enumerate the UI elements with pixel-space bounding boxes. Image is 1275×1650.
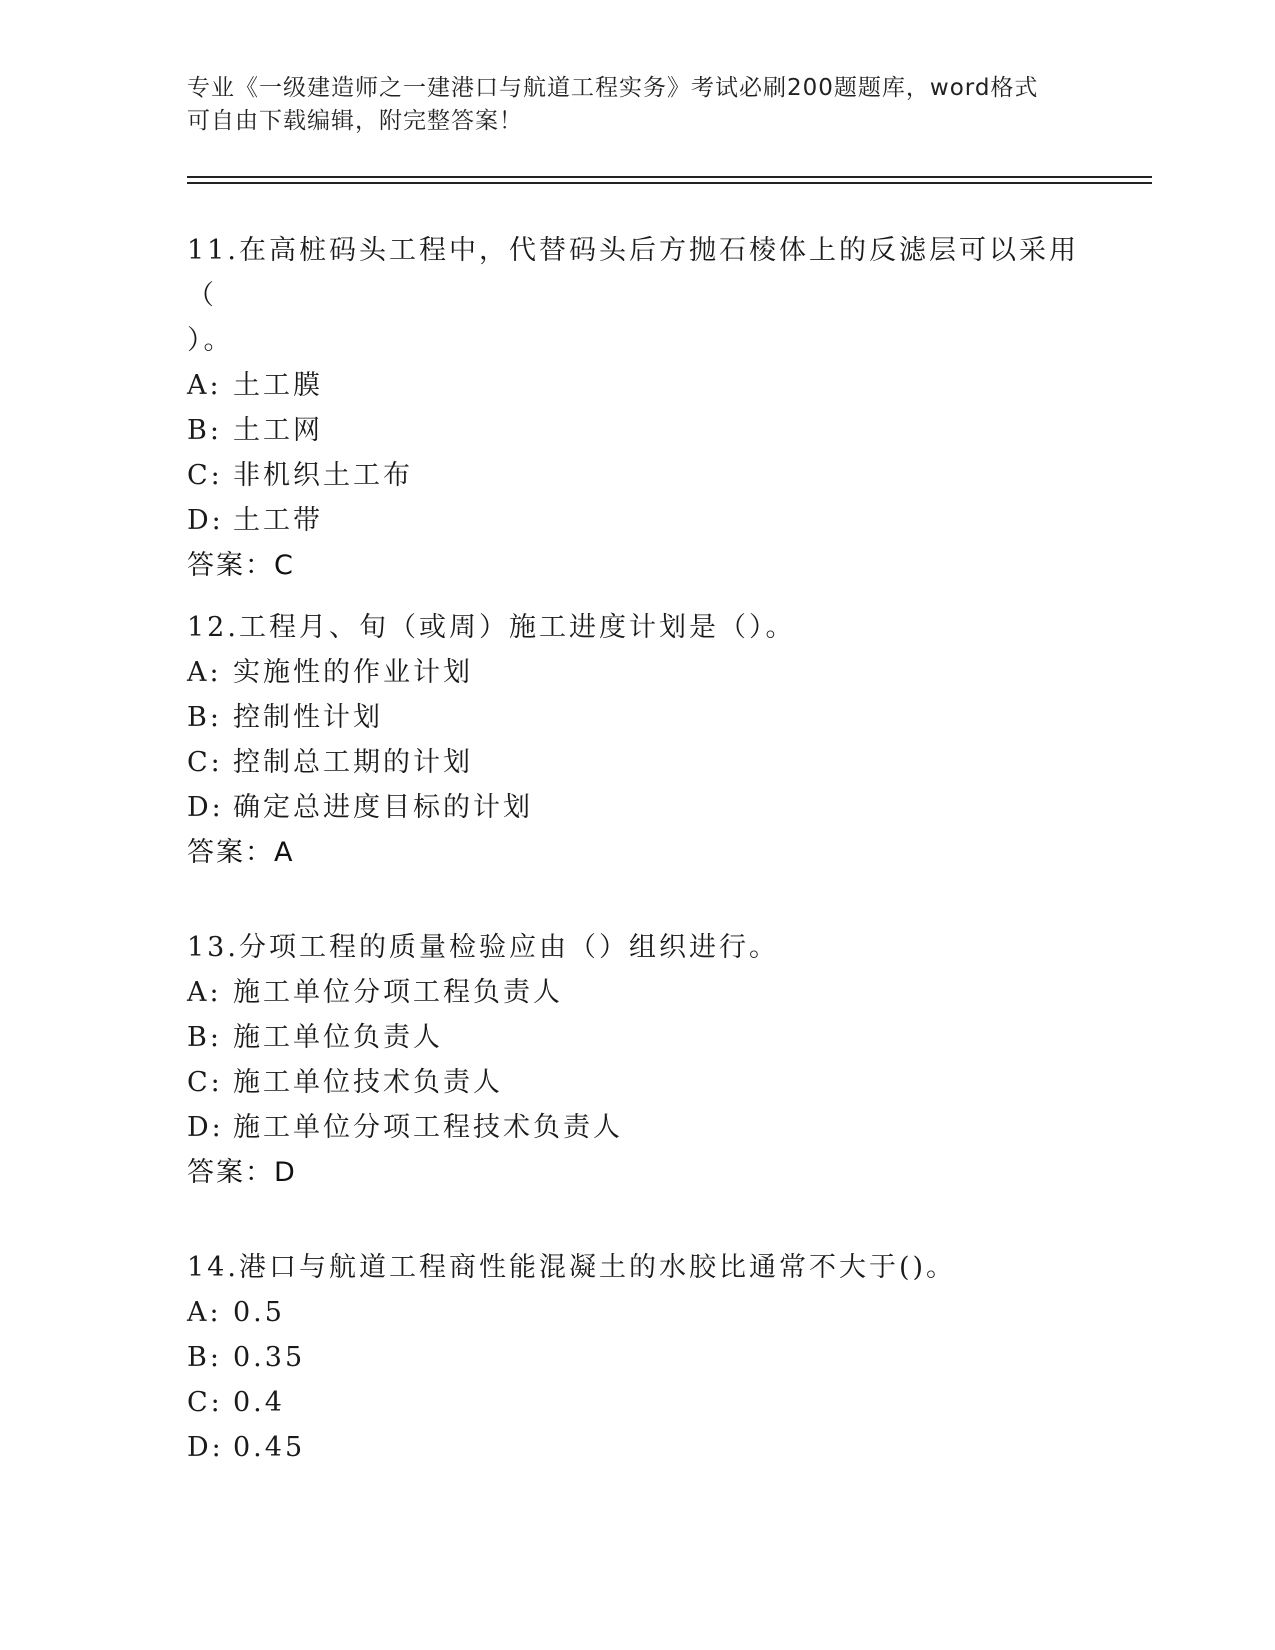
option-text: 施工单位负责人 bbox=[233, 1022, 443, 1053]
option-key: A: bbox=[187, 977, 222, 1008]
option-a bbox=[187, 1290, 1087, 1335]
option-a bbox=[187, 970, 1087, 1015]
option-c bbox=[187, 1060, 1087, 1105]
option-a bbox=[187, 650, 1087, 695]
header-divider-top bbox=[187, 176, 1152, 178]
question-stem: 14.港口与航道工程商性能混凝土的水胶比通常不大于()。 bbox=[187, 1252, 957, 1283]
option-d bbox=[187, 785, 1087, 830]
option-key: B: bbox=[187, 1342, 222, 1373]
option-text: 实施性的作业计划 bbox=[233, 657, 473, 688]
option-text: 0.4 bbox=[233, 1387, 285, 1418]
option-text: 施工单位分项工程技术负责人 bbox=[233, 1112, 623, 1143]
header-divider-bottom bbox=[187, 182, 1152, 184]
option-key: D: bbox=[187, 792, 224, 823]
question-stem: 13.分项工程的质量检验应由（）组织进行。 bbox=[187, 932, 779, 963]
option-key: C: bbox=[187, 1067, 223, 1098]
header-line-2: 可自由下载编辑，附完整答案！ bbox=[187, 108, 523, 134]
answer: 答案：C bbox=[187, 550, 295, 581]
answer: 答案：A bbox=[187, 837, 295, 868]
question-12 bbox=[187, 605, 1087, 875]
option-text: 控制总工期的计划 bbox=[233, 747, 473, 778]
option-text: 0.5 bbox=[233, 1297, 285, 1328]
option-key: A: bbox=[187, 657, 222, 688]
question-stem: 11.在高桩码头工程中，代替码头后方抛石棱体上的反滤层可以采用（ bbox=[187, 235, 1079, 311]
option-key: C: bbox=[187, 460, 223, 491]
option-b bbox=[187, 408, 1087, 453]
option-key: B: bbox=[187, 415, 222, 446]
question-stem-continued: ）。 bbox=[187, 325, 234, 356]
option-text: 0.35 bbox=[233, 1342, 306, 1373]
option-key: D: bbox=[187, 505, 224, 536]
option-b bbox=[187, 695, 1087, 740]
question-13 bbox=[187, 925, 1087, 1195]
option-c bbox=[187, 1380, 1087, 1425]
option-text: 土工膜 bbox=[233, 370, 323, 401]
option-key: D: bbox=[187, 1432, 224, 1463]
option-key: A: bbox=[187, 1297, 222, 1328]
option-text: 施工单位技术负责人 bbox=[233, 1067, 503, 1098]
option-text: 确定总进度目标的计划 bbox=[233, 792, 533, 823]
option-text: 土工带 bbox=[233, 505, 323, 536]
answer: 答案：D bbox=[187, 1157, 297, 1188]
option-key: C: bbox=[187, 747, 223, 778]
question-stem: 12.工程月、旬（或周）施工进度计划是（）。 bbox=[187, 612, 796, 643]
option-c bbox=[187, 453, 1087, 498]
option-text: 0.45 bbox=[233, 1432, 306, 1463]
option-key: B: bbox=[187, 702, 222, 733]
document-header bbox=[187, 72, 1087, 138]
option-text: 控制性计划 bbox=[233, 702, 383, 733]
option-key: D: bbox=[187, 1112, 224, 1143]
option-key: A: bbox=[187, 370, 222, 401]
question-14 bbox=[187, 1245, 1087, 1470]
option-d bbox=[187, 1105, 1087, 1150]
option-text: 非机织土工布 bbox=[233, 460, 413, 491]
question-11 bbox=[187, 228, 1087, 588]
option-text: 施工单位分项工程负责人 bbox=[233, 977, 563, 1008]
option-b bbox=[187, 1015, 1087, 1060]
option-c bbox=[187, 740, 1087, 785]
option-text: 土工网 bbox=[233, 415, 323, 446]
option-key: C: bbox=[187, 1387, 223, 1418]
header-line-1: 专业《一级建造师之一建港口与航道工程实务》考试必刷200题题库，word格式 bbox=[187, 75, 1039, 101]
option-d bbox=[187, 1425, 1087, 1470]
option-key: B: bbox=[187, 1022, 222, 1053]
option-b bbox=[187, 1335, 1087, 1380]
option-a bbox=[187, 363, 1087, 408]
option-d bbox=[187, 498, 1087, 543]
